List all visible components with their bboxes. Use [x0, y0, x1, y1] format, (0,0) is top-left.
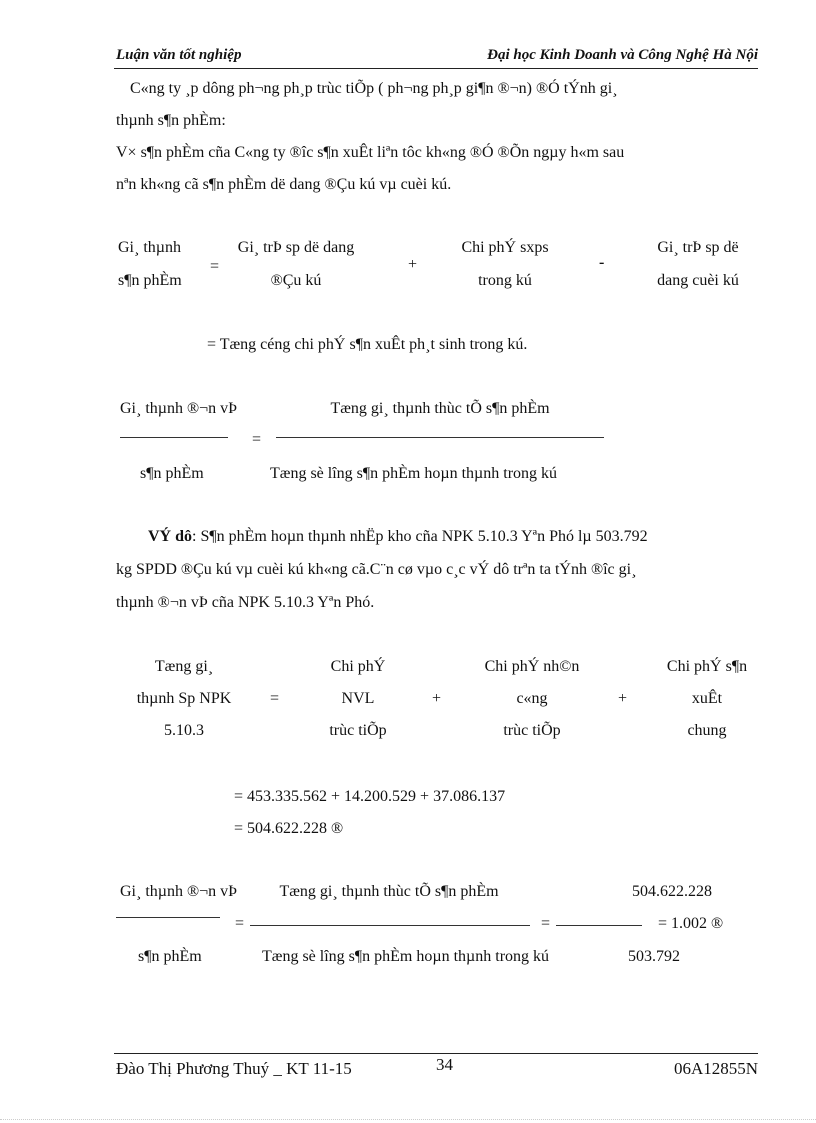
formula3-plus-2: + [618, 690, 628, 707]
footer-student-id: 06A12855N [673, 1059, 758, 1078]
formula1-term1-line-2: ®Çu kú [270, 272, 322, 289]
intro-line-1: C«ng ty ¸p dông ph¬ng ph¸p trùc tiÕp ( ph¬ng ph¸p gi¶n ®¬n) ®Ó tÝnh gi¸ [130, 80, 618, 97]
formula1-minus: - [599, 254, 605, 271]
formula4-equals-2: = [541, 915, 551, 932]
formula4-lhs-numerator: Gi¸ thµnh ®¬n vÞ [120, 883, 238, 900]
formula1-lhs-line-2: s¶n phÈm [118, 272, 182, 289]
formula1-term3-line-2: dang cuèi kú [657, 272, 739, 289]
formula3-term2-line-3: trùc tiÕp [503, 722, 561, 739]
intro-line-2: thµnh s¶n phÈm: [116, 112, 226, 129]
formula1-term2-line-1: Chi phÝ sxps [461, 239, 549, 256]
formula1-result: = Tæng céng chi phÝ s¶n xuÊt ph¸t sinh trong kú. [207, 336, 528, 353]
page-number: 34 [436, 1055, 453, 1074]
formula3-term3-line-2: xuÊt [691, 690, 723, 707]
intro-line-4: nªn kh«ng cã s¶n phÈm dë dang ®Çu kú vµ cuèi kú. [116, 176, 452, 193]
formula2-lhs-fraction-bar [120, 437, 228, 438]
formula2-lhs-denominator: s¶n phÈm [140, 465, 204, 482]
formula3-term2-line-2: c«ng [516, 690, 548, 707]
formula1-term1-line-1: Gi¸ trÞ sp dë dang [237, 239, 355, 256]
formula3-plus-1: + [432, 690, 442, 707]
formula4-value-numerator: 504.622.228 [632, 883, 712, 900]
formula4-rhs-denominator: Tæng sè lîng s¶n phÈm hoµn thµnh trong kú [262, 948, 550, 965]
formula4-value-denominator: 503.792 [628, 948, 680, 965]
formula3-term2-line-1: Chi phÝ nh©n [484, 658, 580, 675]
formula3-equals: = [270, 690, 280, 707]
page-edge-dotted-line [0, 1119, 816, 1120]
footer-rule [114, 1053, 758, 1054]
formula4-result: = 1.002 ® [658, 915, 724, 932]
formula1-equals: = [210, 258, 220, 275]
formula4-lhs-fraction-bar [116, 917, 220, 918]
formula2-rhs-denominator: Tæng sè lîng s¶n phÈm hoµn thµnh trong kú [270, 465, 558, 482]
footer-author: Đào Thị Phương Thuý _ KT 11-15 [116, 1059, 352, 1078]
formula1-plus: + [408, 256, 418, 273]
formula3-term1-line-2: NVL [341, 690, 375, 707]
formula4-value-fraction-bar [556, 925, 642, 926]
formula3-term1-line-3: trùc tiÕp [329, 722, 387, 739]
formula4-equals-1: = [235, 915, 245, 932]
formula2-rhs-numerator: Tæng gi¸ thµnh thùc tÕ s¶n phÈm [330, 400, 550, 417]
formula3-total: = 504.622.228 ® [234, 820, 344, 837]
example-line-1: : S¶n phÈm hoµn thµnh nhËp kho cña NPK 5.10.3 Yªn Phó lµ 503.792 [192, 528, 648, 545]
formula4-rhs-numerator: Tæng gi¸ thµnh thùc tÕ s¶n phÈm [279, 883, 499, 900]
formula2-equals: = [252, 431, 262, 448]
formula3-term3-line-1: Chi phÝ s¶n [666, 658, 748, 675]
formula3-lhs-line-2: thµnh Sp NPK [136, 690, 232, 707]
header-left: Luận văn tốt nghiệp [116, 47, 242, 63]
formula4-rhs-fraction-bar [250, 925, 530, 926]
intro-line-3: V× s¶n phÈm cña C«ng ty ®îc s¶n xuÊt liªn tôc kh«ng ®Ó ®Õn ngµy h«m sau [116, 144, 625, 161]
formula4-lhs-denominator: s¶n phÈm [138, 948, 202, 965]
formula3-lhs-line-1: Tæng gi¸ [154, 658, 214, 675]
formula3-calculation: = 453.335.562 + 14.200.529 + 37.086.137 [234, 788, 506, 805]
example-line-3: thµnh ®¬n vÞ cña NPK 5.10.3 Yªn Phó. [116, 594, 375, 611]
header-right: Đại học Kinh Doanh và Công Nghệ Hà Nội [487, 47, 758, 63]
formula1-term3-line-1: Gi¸ trÞ sp dë [657, 239, 739, 256]
formula3-lhs-line-3: 5.10.3 [164, 722, 204, 739]
formula2-lhs-numerator: Gi¸ thµnh ®¬n vÞ [120, 400, 238, 417]
formula3-term1-line-1: Chi phÝ [330, 658, 386, 675]
header-rule [114, 68, 758, 69]
formula3-term3-line-3: chung [687, 722, 727, 739]
formula2-rhs-fraction-bar [276, 437, 604, 438]
example-label: VÝ dô [148, 528, 193, 545]
formula1-lhs-line-1: Gi¸ thµnh [118, 239, 181, 256]
formula1-term2-line-2: trong kú [478, 272, 532, 289]
example-line-2: kg SPDD ®Çu kú vµ cuèi kú kh«ng cã.C¨n cø vµo c¸c vÝ dô trªn ta tÝnh ®îc gi¸ [116, 561, 637, 578]
